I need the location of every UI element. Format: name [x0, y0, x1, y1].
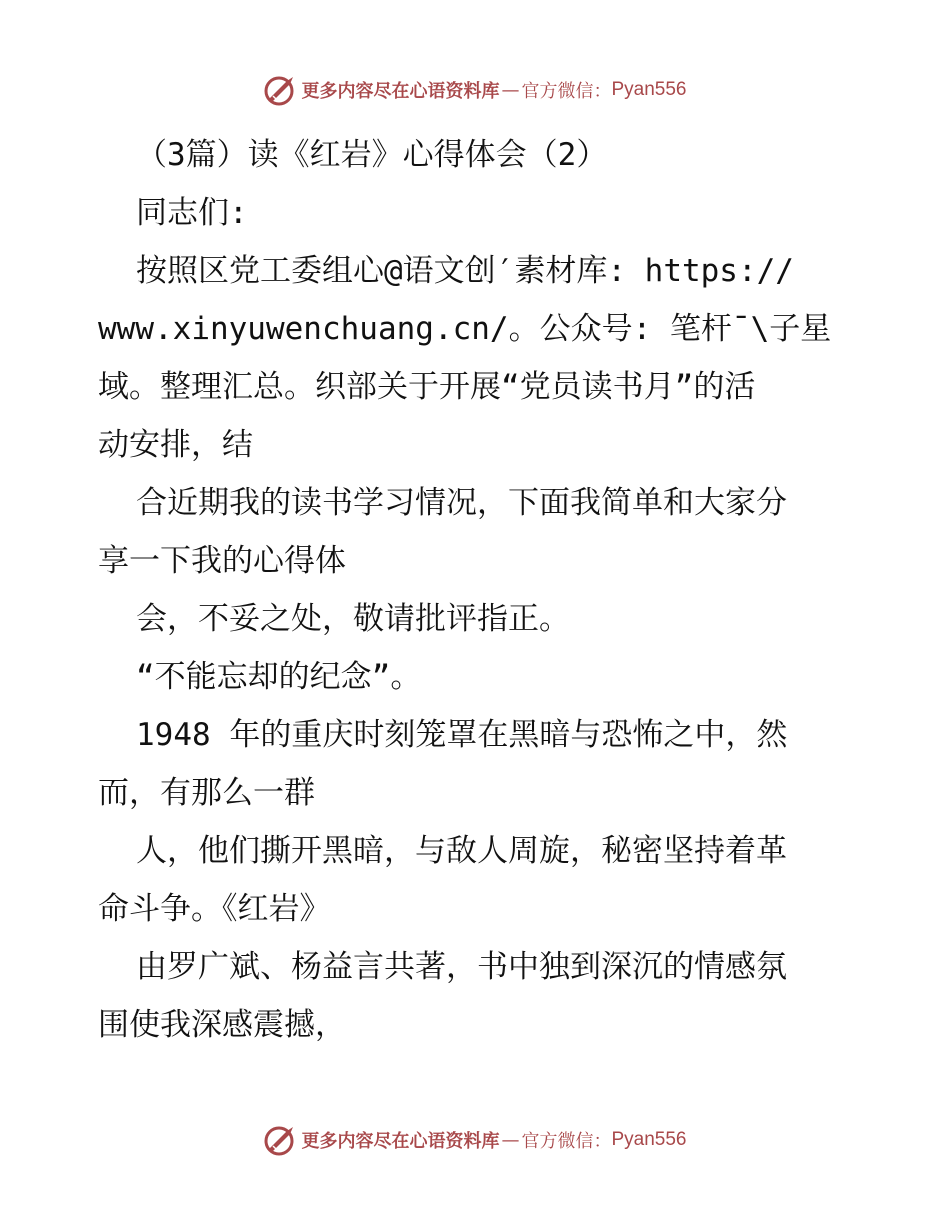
paragraph-line: 按照区党工委组心@语文创′素材库: https:// [136, 253, 794, 289]
banner-text [301, 1127, 686, 1153]
document-body [98, 126, 858, 1054]
banner-main-text: 更多内容尽在心语资料库 [301, 81, 500, 102]
paragraph-line: 命斗争。《红岩》 [98, 891, 331, 927]
paragraph-line: 会，不妥之处，敬请批评指正。 [136, 601, 570, 637]
paragraph-line: www.xinyuwenchuang.cn/。公众号: 笔杆¯\子星 [98, 311, 832, 347]
salutation: 同志们: [136, 195, 248, 231]
paragraph-line: 动安排，结 [98, 427, 253, 463]
banner-wechat-id: Pyan556 [611, 1129, 687, 1150]
quoted-heading: “不能忘却的纪念”。 [136, 659, 422, 695]
banner-content [263, 73, 686, 107]
banner-official-label: 官方微信： [521, 81, 612, 102]
paragraph-line: 域。整理汇总。织部关于开展“党员读书月”的活 [98, 369, 756, 405]
document-title: （3篇）读《红岩》心得体会（2） [136, 137, 608, 173]
banner-text [301, 77, 686, 103]
banner-content [263, 1123, 686, 1157]
paragraph-line: 而，有那么一群 [98, 775, 315, 811]
header-banner [0, 70, 950, 110]
banner-separator: — [501, 79, 520, 101]
footer-banner [0, 1120, 950, 1160]
paragraph-line: 合近期我的读书学习情况，下面我简单和大家分 [136, 485, 787, 521]
banner-main-text: 更多内容尽在心语资料库 [301, 1131, 500, 1152]
paragraph-line: 1948 年的重庆时刻笼罩在黑暗与恐怖之中，然 [136, 717, 788, 753]
banner-wechat-id: Pyan556 [611, 79, 687, 100]
quill-logo-icon [263, 1123, 297, 1157]
paragraph-line: 由罗广斌、杨益言共著，书中独到深沉的情感氛 [136, 949, 787, 985]
paragraph-line: 围使我深感震撼， [98, 1007, 346, 1043]
paragraph-line: 人，他们撕开黑暗，与敌人周旋，秘密坚持着革 [136, 833, 787, 869]
banner-official-label: 官方微信： [521, 1131, 612, 1152]
banner-separator: — [501, 1129, 520, 1151]
paragraph-line: 享一下我的心得体 [98, 543, 346, 579]
quill-logo-icon [263, 73, 297, 107]
